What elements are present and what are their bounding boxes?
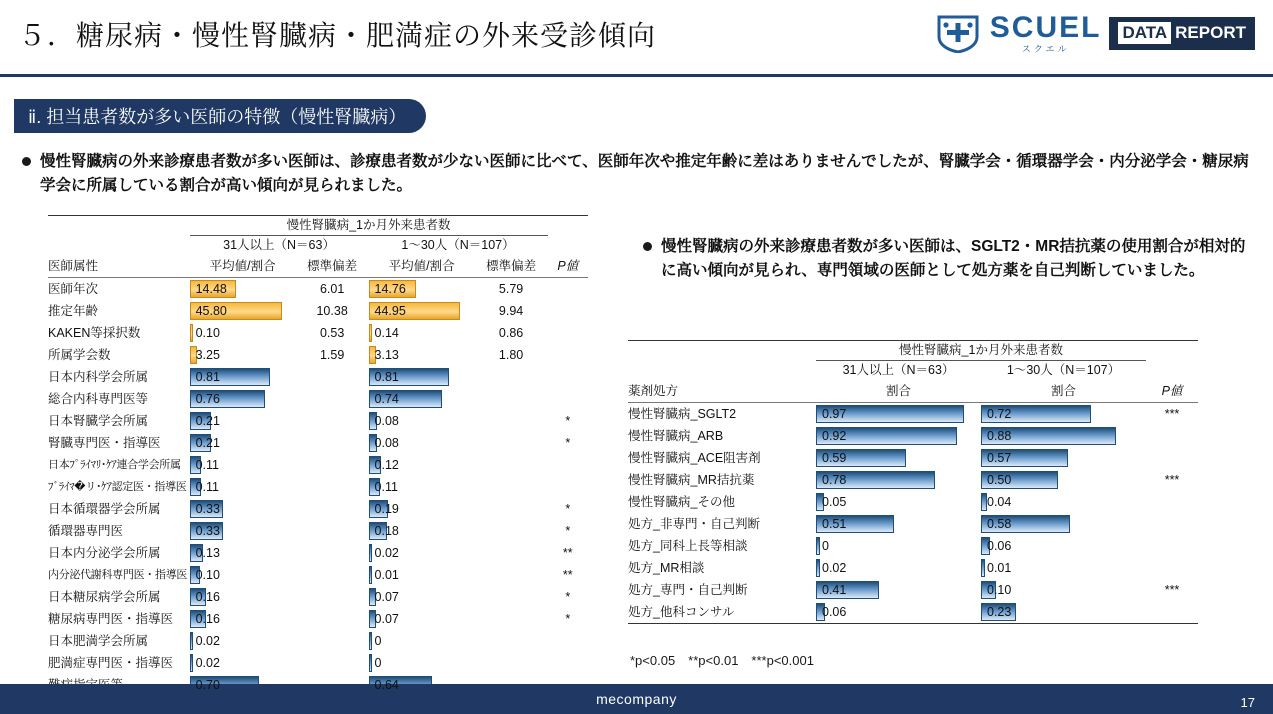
row-label: 慢性腎臓病_MR拮抗薬 <box>628 473 755 487</box>
bar-cell: 0 <box>369 630 475 652</box>
table-row <box>628 469 1198 491</box>
bar-cell: 0.10 <box>981 579 1146 601</box>
p-value-cell <box>548 278 589 301</box>
sd-cell: 10.38 <box>316 304 348 318</box>
row-label: 処方_他科コンサル <box>628 601 816 624</box>
bar-cell: 0.11 <box>190 476 296 498</box>
bar-cell: 0.01 <box>981 557 1146 579</box>
sd-cell <box>475 432 548 454</box>
shield-plus-icon <box>934 12 982 54</box>
page-number: 17 <box>1240 695 1255 710</box>
p-value-cell: ** <box>562 546 573 560</box>
row-label: 腎臓専門医・指導医 <box>48 436 161 450</box>
sd-cell <box>296 410 369 432</box>
bar-cell: 0.33 <box>190 520 296 542</box>
table-row <box>48 278 588 301</box>
p-value-cell <box>548 476 589 498</box>
sd-cell <box>296 454 369 476</box>
p-value-cell: * <box>565 414 571 428</box>
bar-cell: 0.70 <box>190 674 296 697</box>
row-label: 慢性腎臓病_その他 <box>628 495 735 509</box>
doctor-attribute-table <box>48 215 588 697</box>
p-value-cell <box>548 366 589 388</box>
table-row <box>48 608 588 630</box>
bar-cell: 0.64 <box>369 674 475 697</box>
p-value-cell: * <box>565 436 571 450</box>
sd-cell <box>475 454 548 476</box>
table-header-row: 医師属性 平均値/割合 標準偏差 平均値/割合 標準偏差 P値 <box>48 255 588 278</box>
bar-cell: 0.06 <box>981 535 1146 557</box>
p-value-cell <box>548 652 589 674</box>
bar-cell: 0.07 <box>369 586 475 608</box>
p-value-cell <box>1146 447 1198 469</box>
p-value-cell <box>548 388 589 410</box>
table-row <box>628 601 1198 624</box>
bar-cell: 0.78 <box>816 469 981 491</box>
sd-cell <box>296 586 369 608</box>
badge-data-label: DATA <box>1118 22 1171 44</box>
bar-cell: 0.11 <box>369 476 475 498</box>
p-value-cell <box>548 300 589 322</box>
row-label: 糖尿病専門医・指導医 <box>48 612 174 626</box>
sd-cell <box>475 608 548 630</box>
sd-cell: 0.86 <box>498 326 524 340</box>
row-label: 慢性腎臓病_SGLT2 <box>628 407 737 421</box>
bar-cell: 0.58 <box>981 513 1146 535</box>
table-row <box>48 586 588 608</box>
p-value-cell <box>548 454 589 476</box>
table-row <box>628 447 1198 469</box>
sd-cell <box>475 388 548 410</box>
bullet-right <box>643 235 1258 283</box>
p-value-cell <box>1146 601 1198 624</box>
bar-cell: 0.81 <box>190 366 296 388</box>
table-row <box>48 322 588 344</box>
bar-cell: 0.13 <box>190 542 296 564</box>
sd-cell <box>296 432 369 454</box>
table-supertitle-row: 慢性腎臓病_1か月外来患者数 <box>628 341 1198 361</box>
p-value-cell <box>1146 557 1198 579</box>
sd-cell <box>475 652 548 674</box>
bar-cell: 0.41 <box>816 579 981 601</box>
sd-cell: 1.59 <box>319 348 345 362</box>
bar-cell: 0.10 <box>190 564 296 586</box>
badge-report-label: REPORT <box>1175 22 1246 42</box>
table-row <box>48 344 588 366</box>
bar-cell: 0.01 <box>369 564 475 586</box>
table-row <box>48 300 588 322</box>
row-label: 日本内科学会所属 <box>48 370 149 384</box>
bar-cell: 0.59 <box>816 447 981 469</box>
table-row <box>628 403 1198 426</box>
bar-cell: 0 <box>369 652 475 674</box>
p-value-cell <box>1146 513 1198 535</box>
table-row <box>48 542 588 564</box>
sd-cell <box>296 498 369 520</box>
table-row <box>48 454 588 476</box>
sd-cell <box>296 366 369 388</box>
row-label: ﾌﾞﾗｲﾏ�リ･ｹｱ認定医・指導医 <box>48 481 187 493</box>
footer-brand: mecompany <box>596 691 677 707</box>
p-value-cell: * <box>565 612 571 626</box>
row-label: 内分泌代謝科専門医・指導医 <box>48 569 188 581</box>
sd-cell <box>475 476 548 498</box>
sd-cell: 6.01 <box>319 282 345 296</box>
sd-cell <box>296 564 369 586</box>
table-row <box>48 652 588 674</box>
brand-name: SCUEL <box>989 10 1102 44</box>
table-group-header-row: 31人以上（N＝63） 1～30人（N＝107） <box>842 363 1121 377</box>
table-row <box>48 498 588 520</box>
p-value-cell: * <box>565 590 571 604</box>
bullet-right-text: 慢性腎臓病の外来診療患者数が多い医師は、SGLT2・MR拮抗薬の使用割合が相対的に高い傾向が見られ、専門領域の医師として処方薬を自己判断していました。 <box>661 238 1246 280</box>
table-header-row: 薬剤処方 割合 割合 P値 <box>628 380 1198 403</box>
table-row <box>628 557 1198 579</box>
sd-cell <box>475 564 548 586</box>
bar-cell: 0.21 <box>190 432 296 454</box>
bar-cell: 3.13 <box>369 344 475 366</box>
bullet-left-text: 慢性腎臓病の外来診療患者数が多い医師は、診療患者数が少ない医師に比べて、医師年次や推定年齢に差はありませんでしたが、腎臓学会・循環器学会・内分泌学会・糖尿病学会に所属している割合が高い傾向が見られました。 <box>40 153 1249 195</box>
sd-cell <box>475 542 548 564</box>
p-value-cell <box>548 322 589 344</box>
bar-cell: 0.12 <box>369 454 475 476</box>
p-value-cell <box>1146 535 1198 557</box>
table-row <box>48 388 588 410</box>
row-label: 日本循環器学会所属 <box>48 502 161 516</box>
bar-cell: 44.95 <box>369 300 475 322</box>
sd-cell <box>296 520 369 542</box>
sd-cell <box>475 520 548 542</box>
p-value-cell: *** <box>1164 473 1180 487</box>
table-row <box>48 432 588 454</box>
bar-cell: 0.10 <box>190 322 296 344</box>
table-row <box>48 564 588 586</box>
bar-cell: 14.48 <box>190 278 296 301</box>
bar-cell: 0.11 <box>190 454 296 476</box>
row-label: 処方_非専門・自己判断 <box>628 517 760 531</box>
table-row <box>628 513 1198 535</box>
p-value-cell: * <box>565 502 571 516</box>
table-row <box>48 476 588 498</box>
row-label: 処方_専門・自己判断 <box>628 583 748 597</box>
sd-cell: 9.94 <box>498 304 524 318</box>
p-value-cell: * <box>565 524 571 538</box>
row-label: KAKEN等採択数 <box>48 326 141 340</box>
bar-cell: 0.81 <box>369 366 475 388</box>
bar-cell: 0 <box>816 535 981 557</box>
row-label: 処方_MR相談 <box>628 561 705 575</box>
sd-cell: 5.79 <box>498 282 524 296</box>
bar-cell: 0.88 <box>981 425 1146 447</box>
bar-cell: 0.21 <box>190 410 296 432</box>
bar-cell: 0.19 <box>369 498 475 520</box>
row-label: 日本ﾌﾟﾗｲﾏﾘ･ｹｱ連合学会所属 <box>48 459 181 471</box>
table-row <box>628 425 1198 447</box>
bar-cell: 0.02 <box>190 630 296 652</box>
row-label: 総合内科専門医等 <box>48 392 149 406</box>
page-title: ５．糖尿病・慢性腎臓病・肥満症の外来受診傾向 <box>18 20 657 51</box>
row-label: 慢性腎臓病_ARB <box>628 429 724 443</box>
sd-cell <box>296 608 369 630</box>
bar-cell: 0.97 <box>816 403 981 426</box>
bar-cell: 0.33 <box>190 498 296 520</box>
bar-cell: 0.07 <box>369 608 475 630</box>
bar-cell: 0.02 <box>190 652 296 674</box>
row-label: 日本腎臓学会所属 <box>48 414 149 428</box>
brand-logo <box>934 12 1255 54</box>
p-value-cell: ** <box>562 568 573 582</box>
sd-cell <box>296 388 369 410</box>
bullet-left <box>22 150 1254 198</box>
bar-cell: 0.72 <box>981 403 1146 426</box>
sd-cell <box>296 476 369 498</box>
table-row <box>628 579 1198 601</box>
p-value-cell <box>548 344 589 366</box>
table-row <box>48 410 588 432</box>
bar-cell: 0.14 <box>369 322 475 344</box>
sd-cell <box>475 410 548 432</box>
row-label: 処方_同科上長等相談 <box>628 539 748 553</box>
data-report-badge <box>1109 17 1255 50</box>
section-banner: ⅱ. 担当患者数が多い医師の特徴（慢性腎臓病） <box>14 99 426 133</box>
row-label: 日本肥満学会所属 <box>48 634 149 648</box>
row-label: 肥満症専門医・指導医 <box>48 656 174 670</box>
bar-cell: 0.50 <box>981 469 1146 491</box>
bar-cell: 14.76 <box>369 278 475 301</box>
p-value-cell: *** <box>1164 583 1180 597</box>
sd-cell: 0.53 <box>319 326 345 340</box>
sd-cell <box>475 586 548 608</box>
row-label: 所属学会数 <box>48 348 111 362</box>
sd-cell: 1.80 <box>498 348 524 362</box>
table-group-header-row: 31人以上（N＝63） 1～30人（N＝107） <box>223 238 515 252</box>
p-value-cell <box>1146 491 1198 513</box>
bullet-dot-icon <box>22 157 31 166</box>
p-value-cell <box>548 630 589 652</box>
bar-cell: 3.25 <box>190 344 296 366</box>
bar-cell: 45.80 <box>190 300 296 322</box>
bar-cell: 0.05 <box>816 491 981 513</box>
row-label: 日本内分泌学会所属 <box>48 546 161 560</box>
sd-cell <box>475 366 548 388</box>
p-value-cell <box>1146 425 1198 447</box>
bar-cell: 0.16 <box>190 586 296 608</box>
table-row <box>628 535 1198 557</box>
p-value-cell: *** <box>1164 407 1180 421</box>
title-divider <box>0 74 1273 77</box>
bar-cell: 0.74 <box>369 388 475 410</box>
bar-cell: 0.02 <box>816 557 981 579</box>
bar-cell: 0.02 <box>369 542 475 564</box>
table-row <box>48 630 588 652</box>
table-row <box>48 366 588 388</box>
bar-cell: 0.51 <box>816 513 981 535</box>
sd-cell <box>475 630 548 652</box>
row-label: 医師年次 <box>48 282 99 296</box>
row-label: 慢性腎臓病_ACE阻害剤 <box>628 451 761 465</box>
bar-cell: 0.08 <box>369 410 475 432</box>
row-label: 日本糖尿病学会所属 <box>48 590 161 604</box>
brand-name-kana: スクエル <box>1021 43 1070 54</box>
bar-cell: 0.23 <box>981 601 1146 624</box>
table-row <box>48 520 588 542</box>
table-supertitle-row: 慢性腎臓病_1か月外来患者数 <box>48 216 588 236</box>
table-row <box>628 491 1198 513</box>
row-label: 循環器専門医 <box>48 524 124 538</box>
bullet-dot-icon <box>643 242 652 251</box>
sd-cell <box>475 498 548 520</box>
bar-cell: 0.04 <box>981 491 1146 513</box>
prescription-table <box>628 340 1198 624</box>
bar-cell: 0.76 <box>190 388 296 410</box>
sd-cell <box>296 542 369 564</box>
bar-cell: 0.08 <box>369 432 475 454</box>
bar-cell: 0.16 <box>190 608 296 630</box>
sd-cell <box>296 630 369 652</box>
sd-cell <box>296 652 369 674</box>
bar-cell: 0.92 <box>816 425 981 447</box>
significance-note: *p<0.05 **p<0.01 ***p<0.001 <box>630 653 814 668</box>
row-label: 推定年齢 <box>48 304 99 318</box>
bar-cell: 0.06 <box>816 601 981 624</box>
bar-cell: 0.57 <box>981 447 1146 469</box>
bar-cell: 0.18 <box>369 520 475 542</box>
